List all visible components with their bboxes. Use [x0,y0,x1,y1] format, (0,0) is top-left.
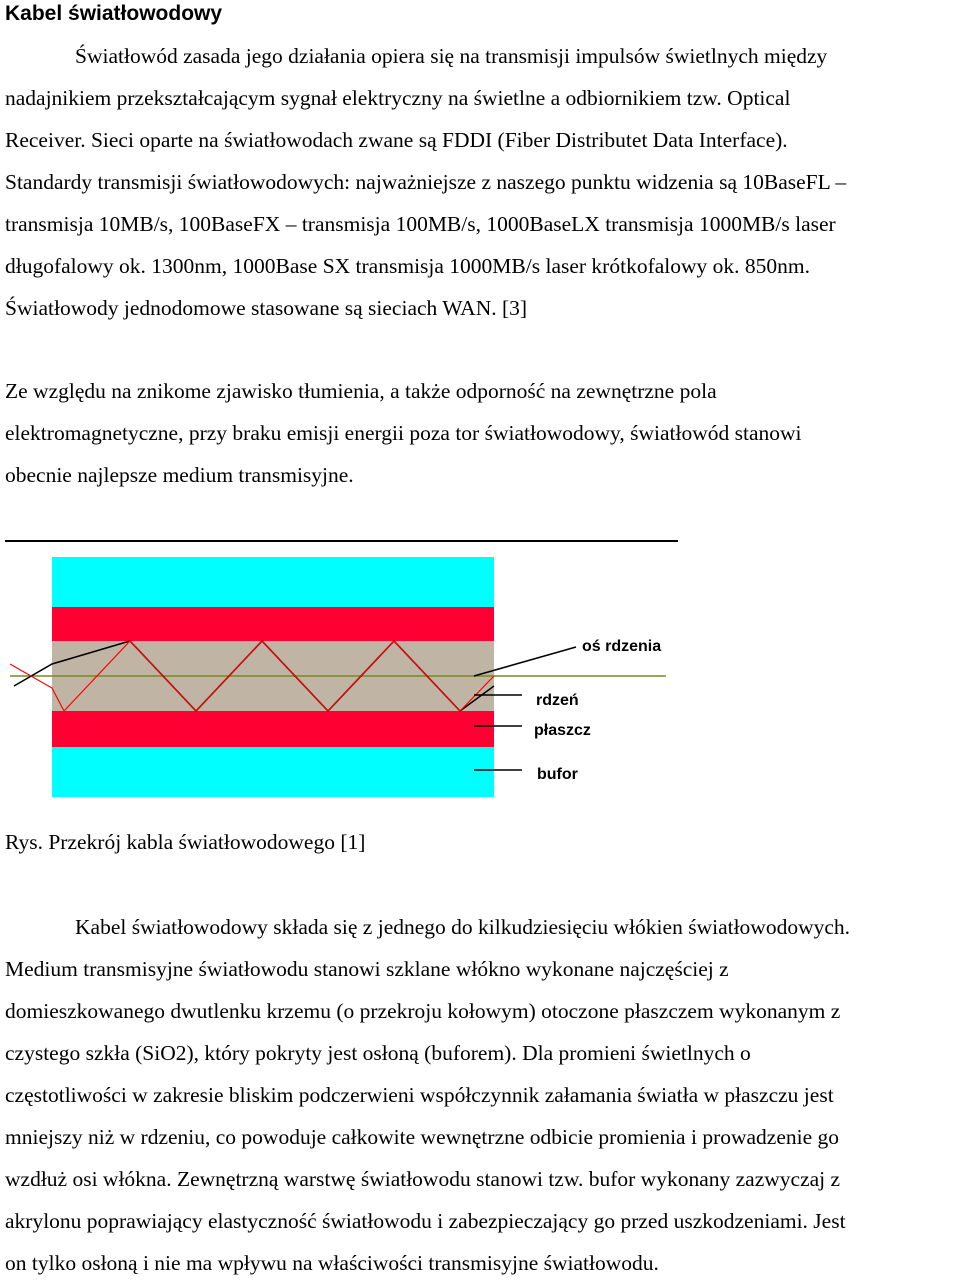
text-line: Receiver. Sieci oparte na światłowodach zwane są FDDI (Fiber Distributet Data Interface). [5,128,788,152]
paragraph-intro [5,35,955,329]
text-line: akrylonu poprawiający elastyczność światłowodu i zabezpieczający go przed uszkodzeniami. Jest [5,1209,846,1233]
text-line: elektromagnetyczne, przy braku emisji energii poza tor światłowodowy, światłowód stanowi [5,421,802,445]
figure-caption: Rys. Przekrój kabla światłowodowego [1] [5,830,366,854]
fiber-cross-section-figure [0,552,700,802]
buffer-layer-bottom [52,747,494,797]
text-line: Światłowody jednodomowe stasowane są sieciach WAN. [3] [5,296,528,320]
cladding-layer-bottom [52,711,494,747]
fiber-diagram [0,552,700,802]
text-line: Światłowód zasada jego działania opiera się na transmisji impulsów świetlnych między [75,44,828,68]
section-heading: Kabel światłowodowy [5,2,223,25]
text-line: długofalowy ok. 1300nm, 1000Base SX transmisja 1000MB/s laser krótkofalowy ok. 850nm. [5,254,810,278]
text-line: Standardy transmisji światłowodowych: najważniejsze z naszego punktu widzenia są 10BaseFL – [5,170,847,194]
text-line: nadajnikiem przekształcającym sygnał elektryczny na świetlne a odbiornikiem tzw. Optical [5,86,791,110]
buffer-layer-top [52,557,494,607]
text-line: wzdłuż osi włókna. Zewnętrzną warstwę światłowodu stanowi tzw. bufor wykonany zazwyczaj z [5,1167,841,1191]
buffer-label: bufor [537,766,578,783]
text-line: czystego szkła (SiO2), który pokryty jest osłoną (buforem). Dla promieni świetlnych o [5,1041,751,1065]
text-line: mniejszy niż w rdzeniu, co powoduje całkowite wewnętrzne odbicie promienia i prowadzenie go [5,1125,840,1149]
cladding-label: płaszcz [534,722,591,739]
axis-label: oś rdzenia [582,638,662,655]
text-line: częstotliwości w zakresie bliskim podczerwieni współczynnik załamania światła w płaszczu jest [5,1083,834,1107]
text-line: domieszkowanego dwutlenku krzemu (o przekroju kołowym) otoczone płaszczem wykonanym z [5,999,841,1023]
text-line: Medium transmisyjne światłowodu stanowi szklane włókno wykonane najczęściej z [5,957,729,981]
text-line: obecnie najlepsze medium transmisyjne. [5,463,354,487]
cladding-layer-top [52,607,494,641]
paragraph-attenuation [5,370,955,496]
text-line: transmisja 10MB/s, 100BaseFX – transmisja 100MB/s, 1000BaseLX transmisja 1000MB/s laser [5,212,836,236]
text-line: on tylko osłoną i nie ma wpływu na właściwości transmisyjne światłowodu. [5,1251,659,1275]
text-line: Ze względu na znikome zjawisko tłumienia, a także odporność na zewnętrzne pola [5,379,717,403]
paragraph-fiber-structure [5,906,955,1284]
separator-line [5,540,678,542]
core-label: rdzeń [536,692,579,709]
text-line: Kabel światłowodowy składa się z jednego do kilkudziesięciu włókien światłowodowych. [75,915,851,939]
